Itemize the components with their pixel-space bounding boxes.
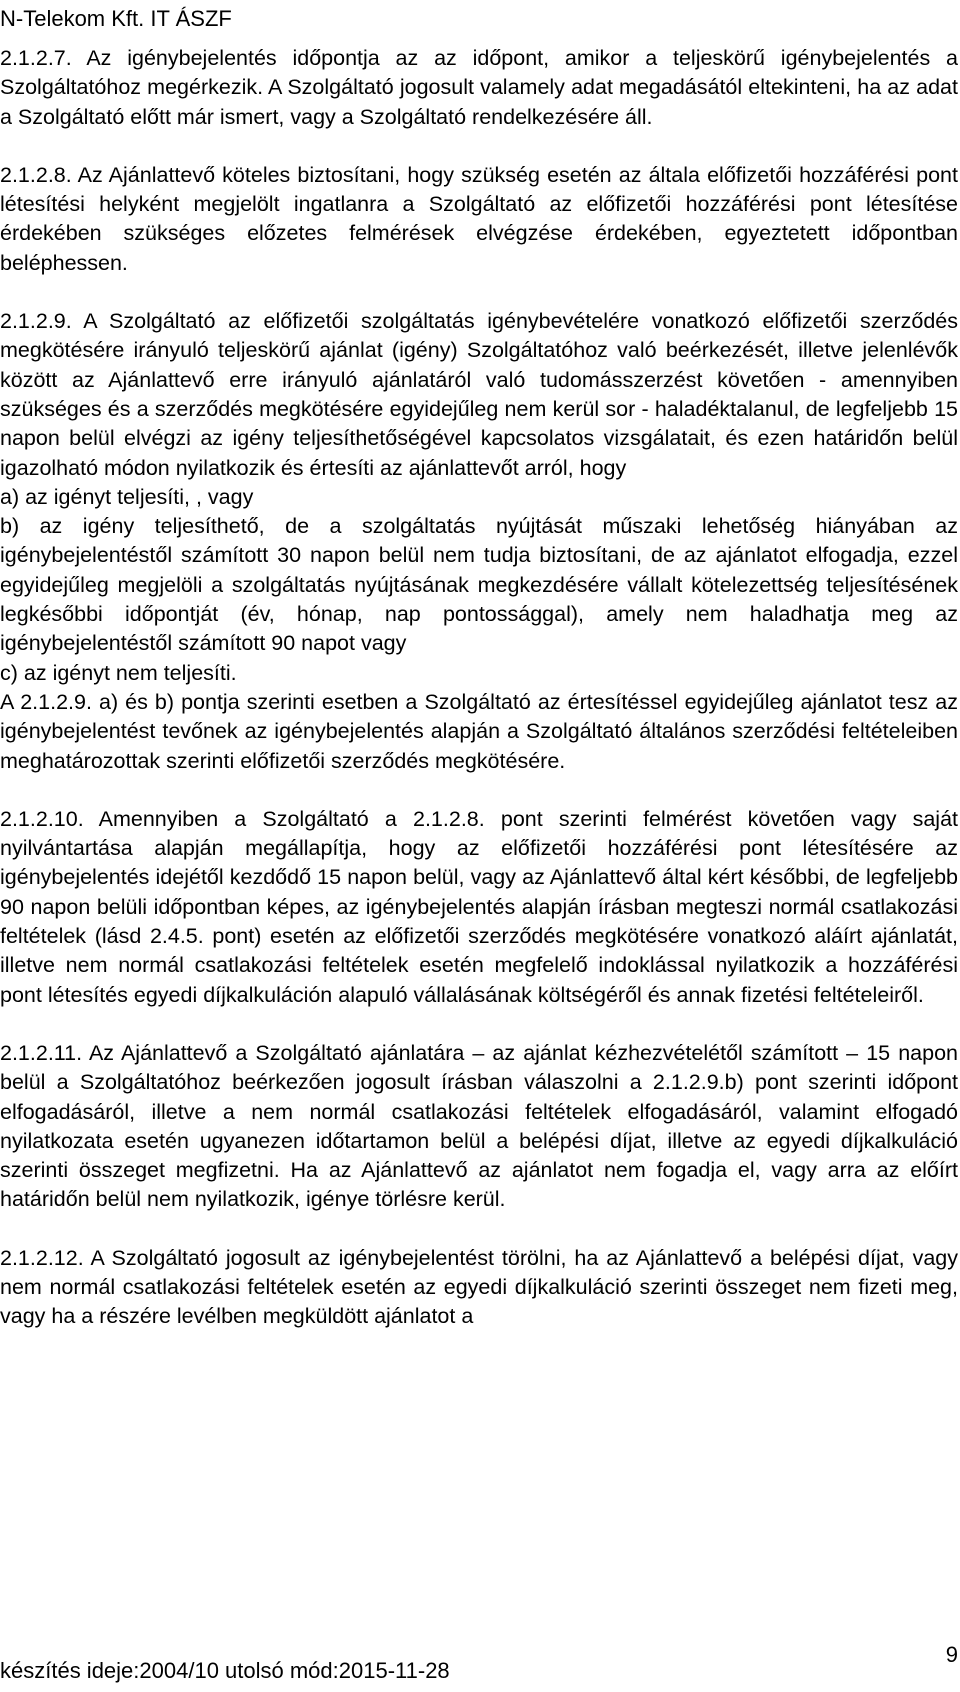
footer-dates: készítés ideje:2004/10 utolsó mód:2015-11-28 <box>0 1658 450 1683</box>
paragraph-2-1-2-9-a: a) az igényt teljesíti, , vagy <box>0 484 254 509</box>
page-number: 9 <box>945 1642 958 1667</box>
header-company: N-Telekom Kft. IT ÁSZF <box>0 6 232 31</box>
paragraph-2-1-2-8: 2.1.2.8. Az Ajánlattevő köteles biztosítani, hogy szükség esetén az általa előfizetői hozzáférési pont létesítési helyként megjelölt ingatlanra a Szolgáltató az előfizetői hozzáférési pont létesítése érdekében szükséges előzetes felmérések elvégzése érdekében, egyeztetett időpontban beléphessen. <box>0 162 958 275</box>
paragraph-2-1-2-11: 2.1.2.11. Az Ajánlattevő a Szolgáltató ajánlatára – az ajánlat kézhezvételétől számított – 15 napon belül a Szolgáltatóhoz beérkezően jogosult írásban válaszolni a 2.1.2.9.b) pont szerinti időpont elfogadásáról, illetve a nem normál csatlakozási feltételek elfogadásáról, valamint elfogadó nyilatkozata esetén ugyanezen időtartamon belül a belépési díjat, illetve az egyedi díjkalkuláció szerinti összeget megfizetni. Ha az Ajánlattevő az ajánlatot nem fogadja el, vagy arra az előírt határidőn belül nem nyilatkozik, igénye törlésre kerül. <box>0 1040 958 1212</box>
paragraph-2-1-2-9-b: b) az igény teljesíthető, de a szolgáltatás nyújtását műszaki lehetőség hiányában az igénybejelentéstől számított 30 napon belül nem tudja biztosítani, de az ajánlatot elfogadja, ezzel egyidejűleg megjelöli a szolgáltatás nyújtásának megkezdésére vállalt kötelezettség teljesítésének legkésőbbi időpontját (év, hónap, nap pontossággal), amely nem haladhatja meg az igénybejelentéstől számított 90 napot vagy <box>0 514 958 656</box>
document-header <box>0 6 232 32</box>
document-footer <box>0 1642 958 1684</box>
document-body <box>0 44 958 1332</box>
paragraph-2-1-2-9: 2.1.2.9. A Szolgáltató az előfizetői szolgáltatás igénybevételére vonatkozó előfizetői szerződés megkötésére irányuló teljeskörű ajánlat (igény) Szolgáltatóhoz való beérkezését, illetve jelenlévők között az Ajánlattevő erre irányuló ajánlatáról való tudomásszerzést követően - amennyiben szükséges és a szerződés megkötésére egyidejűleg nem kerül sor - haladéktalanul, de legfeljebb 15 napon belül elvégzi az igény teljesíthetőségével kapcsolatos vizsgálatait, és ezen határidőn belül igazolható módon nyilatkozik és értesíti az ajánlattevőt arról, hogy <box>0 309 958 480</box>
paragraph-2-1-2-9-c: c) az igényt nem teljesíti. <box>0 660 237 685</box>
paragraph-2-1-2-12: 2.1.2.12. A Szolgáltató jogosult az igénybejelentést törölni, ha az Ajánlattevő a belépési díjat, vagy nem normál csatlakozási feltételek esetén az egyedi díjkalkuláció szerinti összeget nem fizeti meg, vagy ha a részére levélben megküldött ajánlatot a <box>0 1245 958 1329</box>
paragraph-2-1-2-9-note: A 2.1.2.9. a) és b) pontja szerinti esetben a Szolgáltató az értesítéssel egyidejűleg ajánlatot tesz az igénybejelentést tevőnek az igénybejelentés alapján a Szolgáltató általános szerződési feltételeiben meghatározottak szerinti előfizetői szerződés megkötésére. <box>0 689 958 773</box>
paragraph-2-1-2-10: 2.1.2.10. Amennyiben a Szolgáltató a 2.1.2.8. pont szerinti felmérést követően vagy saját nyilvántartása alapján megállapítja, hogy az előfizetői hozzáférési pont létesítésére az igénybejelentés idejétől kezdődő 15 napon belül, vagy az Ajánlattevő által kért későbbi, de legfeljebb 90 napon belüli időpontban képes, az igénybejelentés alapján írásban megteszi normál csatlakozási feltételek (lásd 2.4.5. pont) esetén az előfizetői szerződés megkötésére vonatkozó aláírt ajánlatát, illetve nem normál csatlakozási feltételek esetén megfelelő indoklással nyilatkozik a hozzáférési pont létesítés egyedi díjkalkuláción alapuló vállalásának költségéről és annak fizetési feltételeiről. <box>0 806 958 1007</box>
paragraph-2-1-2-7: 2.1.2.7. Az igénybejelentés időpontja az az időpont, amikor a teljeskörű igénybejelentés a Szolgáltatóhoz megérkezik. A Szolgáltató jogosult valamely adat megadásától eltekinteni, ha az adat a Szolgáltató előtt már ismert, vagy a Szolgáltató rendelkezésére áll. <box>0 46 958 129</box>
